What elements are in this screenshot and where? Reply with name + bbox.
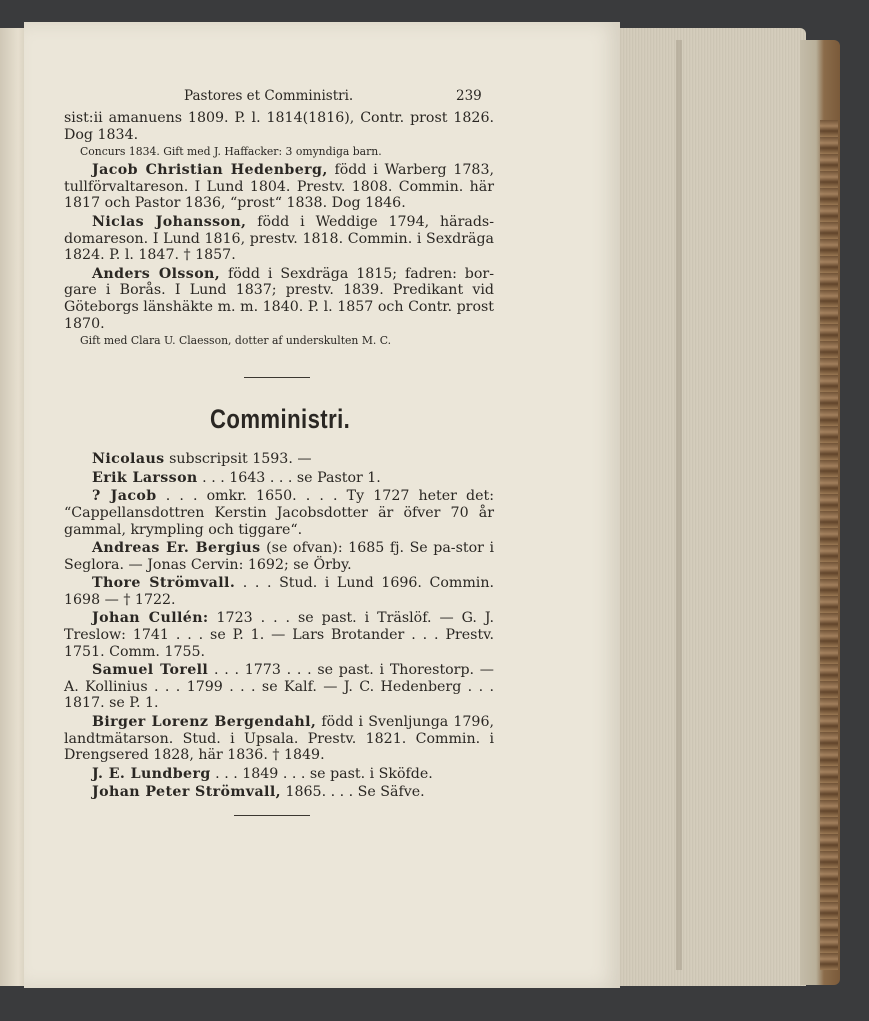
page-number: 239 (456, 88, 482, 104)
page-content (64, 84, 494, 816)
entry-text: född i Warberg 1783, tullförvaltareson. I Lund 1804. Prestv. 1808. Commin. här 1817 och Pastor 1836, “prost“ 1838. Dog 1846. (64, 162, 494, 212)
entry-name: J. E. Lundberg (92, 765, 211, 782)
entry-niclas-johansson (64, 214, 494, 264)
comministri-entry (64, 766, 494, 783)
header-title: Pastores et Comministri. (184, 88, 354, 104)
comministri-entry (64, 488, 494, 538)
entry-text: . . . omkr. 1650. . . . Ty 1727 heter det: “Cappellansdottren Kerstin Jacobsdotter är öfver 70 år gammal, krympling och tiggare“. (64, 488, 494, 538)
entry-text: född i Svenljunga 1796, landtmätarson. Stud. i Upsala. Prestv. 1821. Commin. i Drengsered 1828, här 1836. † 1849. (64, 714, 494, 764)
entry-name: ? Jacob (92, 488, 157, 505)
entry-text: född i Sexdräga 1815; fadren: bor-gare i Borås. I Lund 1837; prestv. 1839. Predikant vid Göteborgs länshäkte m. m. 1840. P. l. 1857 och Contr. prost 1870. (64, 265, 494, 332)
entry-name: Erik Larsson (92, 469, 198, 486)
entry-text: . . . 1773 . . . se past. i Thorestorp. — A. Kollinius . . . 1799 . . . se Kalf. — J. C. Hedenberg . . . 1817. se P. 1. (64, 662, 494, 712)
entry-name: Andreas Er. Bergius (92, 540, 261, 557)
entry-text: 1723 . . . se past. i Träslöf. — G. J. Treslow: 1741 . . . se P. 1. — Lars Brotander . . . Prestv. 1751. Comm. 1755. (64, 610, 494, 660)
entry-text: 1865. . . . Se Säfve. (285, 784, 425, 801)
comministri-entry (64, 610, 494, 660)
marbled-edge (820, 120, 838, 970)
entry-note: Gift med Clara U. Claesson, dotter af underskulten M. C. (80, 334, 392, 348)
comministri-entry (64, 451, 494, 468)
entry-text: . . . 1643 . . . se Pastor 1. (202, 469, 381, 486)
entry-name: Birger Lorenz Bergendahl, (92, 714, 317, 731)
entry-name: Samuel Torell (92, 662, 209, 679)
section-divider (244, 377, 310, 378)
entry-text: subscripsit 1593. — (169, 451, 312, 468)
comministri-entry (64, 470, 494, 487)
entry-name: Anders Olsson, (92, 265, 221, 282)
entry-text: . . . Stud. i Lund 1696. Commin. 1698 — † 1722. (64, 575, 494, 608)
left-page-edge (0, 28, 27, 986)
entry-name: Nicolaus (92, 451, 165, 468)
entry-text: (se ofvan): 1685 fj. Se pa-stor i Seglora. — Jonas Cervin: 1692; se Örby. (64, 540, 494, 573)
section-title: Comministri. (210, 404, 351, 435)
entry-text: . . . 1849 . . . se past. i Sköfde. (215, 765, 433, 782)
end-divider (234, 815, 310, 816)
comministri-entry (64, 784, 494, 801)
page-edges (614, 28, 806, 986)
entry-name: Johan Peter Strömvall, (92, 784, 281, 801)
entry-name: Niclas Johansson, (92, 213, 247, 230)
entry-anders-olsson (64, 266, 494, 332)
comministri-entry (64, 575, 494, 608)
comministri-entry (64, 540, 494, 573)
entry-jacob-christian-hedenberg (64, 162, 494, 212)
entry-name: Thore Strömvall. (92, 575, 236, 592)
entry-note: Concurs 1834. Gift med J. Haffacker: 3 omyndiga barn. (80, 145, 382, 159)
comministri-entry (64, 714, 494, 764)
entry-text: född i Weddige 1794, härads-domareson. I Lund 1816, prestv. 1818. Commin. i Sexdräga 1824. P. l. 1847. † 1857. (64, 213, 494, 264)
entry-name: Johan Cullén: (92, 610, 209, 627)
page-edges-shadow (676, 40, 682, 970)
running-header (64, 84, 494, 110)
entry-continuation: sist:ii amanuens 1809. P. l. 1814(1816), Contr. prost 1826. Dog 1834. (64, 110, 494, 143)
comministri-entry (64, 662, 494, 712)
entry-name: Jacob Christian Hedenberg, (92, 162, 328, 179)
